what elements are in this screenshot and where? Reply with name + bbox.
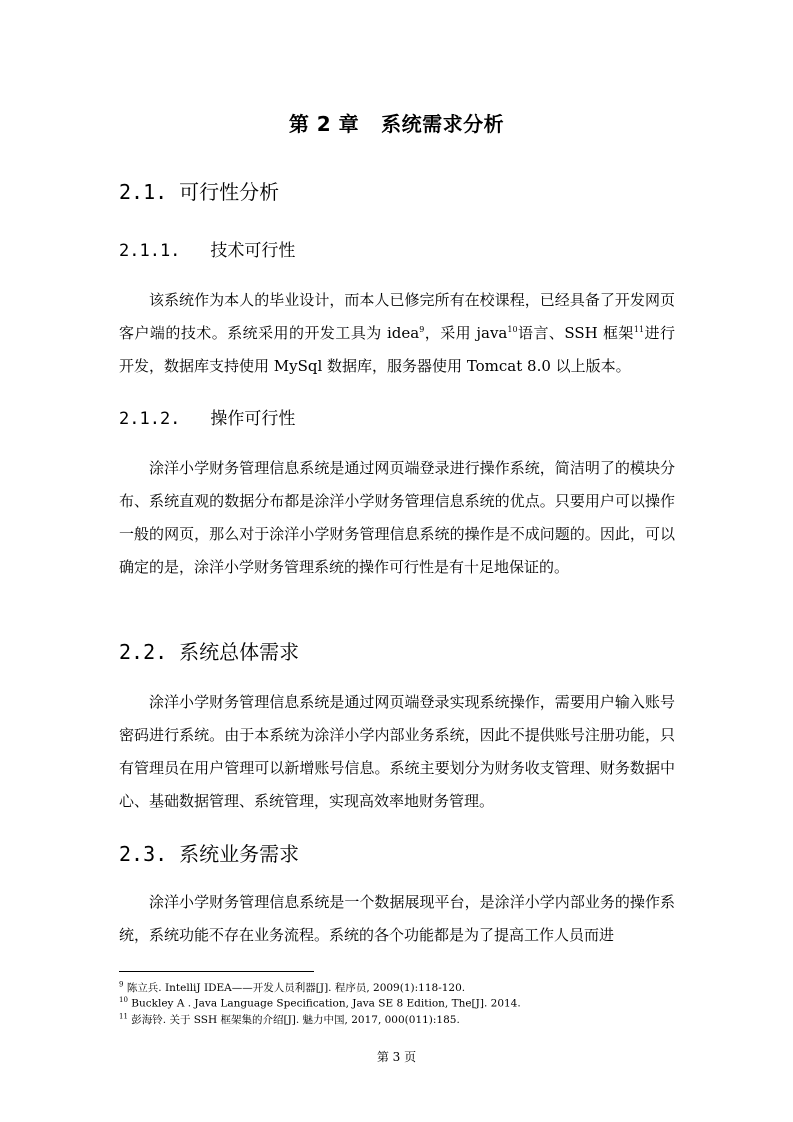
- paragraph-business-requirements: 涂洋小学财务管理信息系统是一个数据展现平台，是涂洋小学内部业务的操作系统，系统功能不存在业务流程。系统的各个功能都是为了提高工作人员而进: [119, 893, 675, 944]
- footnote-10: [119, 996, 521, 1010]
- footnote-text: Buckley A . Java Language Specification, Java SE 8 Edition, The[J]. 2014.: [131, 997, 521, 1010]
- section-number: 2.1.: [119, 180, 168, 204]
- paragraph-overall-requirements: 涂洋小学财务管理信息系统是通过网页端登录实现系统操作，需要用户输入账号密码进行系统。由于本系统为涂洋小学内部业务系统，因此不提供账号注册功能，只有管理员在用户管理可以新增账号信息。系统主要划分为财务收支管理、财务数据中心、基础数据管理、系统管理，实现高效率地财务管理。: [119, 693, 675, 810]
- footnote-divider: [119, 971, 314, 972]
- section-number: 2.1.1.: [119, 241, 181, 261]
- section-number: 2.2.: [119, 640, 168, 664]
- footnote-ref: 11: [633, 325, 645, 334]
- paragraph-technical-feasibility: [119, 284, 675, 383]
- section-title: 技术可行性: [210, 241, 296, 261]
- chapter-number: 第 2 章: [288, 112, 360, 136]
- footnote-ref: 10: [507, 325, 518, 334]
- footnote-text: 彭海铃. 关于 SSH 框架集的介绍[J]. 魅力中国, 2017, 000(011):185.: [131, 1014, 460, 1026]
- footnote-11: [119, 1012, 460, 1027]
- paragraph-text: 该系统作为本人的毕业设计，而本人已修完所有在校课程，已经具备了开发网页客户端的技术。系统采用的开发工具为 idea: [119, 291, 675, 342]
- footnote-mark: 11: [119, 1012, 128, 1021]
- footnote-mark: 9: [119, 980, 124, 989]
- section-heading-2-1: [119, 176, 279, 205]
- section-heading-2-1-1: [119, 236, 295, 261]
- footnote-mark: 10: [119, 996, 128, 1004]
- paragraph-text: 进行开发，数据库支持使用 MySql 数据库，服务器使用 Tomcat 8.0 以上版本。: [119, 324, 675, 375]
- chapter-title-text: 系统需求分析: [381, 112, 505, 136]
- section-heading-2-3: [119, 838, 299, 867]
- footnote-text: 陈立兵. IntelliJ IDEA——开发人员利器[J]. 程序员, 2009(1):118-120.: [126, 982, 466, 994]
- section-number: 2.1.2.: [119, 409, 181, 429]
- section-title: 系统总体需求: [179, 640, 300, 664]
- footnote-9: [119, 980, 465, 995]
- paragraph-text: 语言、SSH 框架: [517, 324, 634, 342]
- section-heading-2-1-2: [119, 404, 295, 429]
- paragraph-operational-feasibility: 涂洋小学财务管理信息系统是通过网页端登录进行操作系统，简洁明了的模块分布、系统直观的数据分布都是涂洋小学财务管理信息系统的优点。只要用户可以操作一般的网页，那么对于涂洋小学财务管理信息系统的操作是不成问题的。因此，可以确定的是，涂洋小学财务管理系统的操作可行性是有十足地保证的。: [119, 459, 675, 576]
- section-title: 操作可行性: [210, 409, 296, 429]
- chapter-title: [0, 108, 793, 137]
- section-number: 2.3.: [119, 842, 168, 866]
- section-title: 系统业务需求: [179, 842, 300, 866]
- page-number: 第 3 页: [376, 1050, 417, 1064]
- footnote-ref: 9: [419, 325, 425, 334]
- section-title: 可行性分析: [179, 180, 280, 204]
- section-heading-2-2: [119, 636, 299, 665]
- paragraph-text: ，采用 java: [424, 324, 508, 342]
